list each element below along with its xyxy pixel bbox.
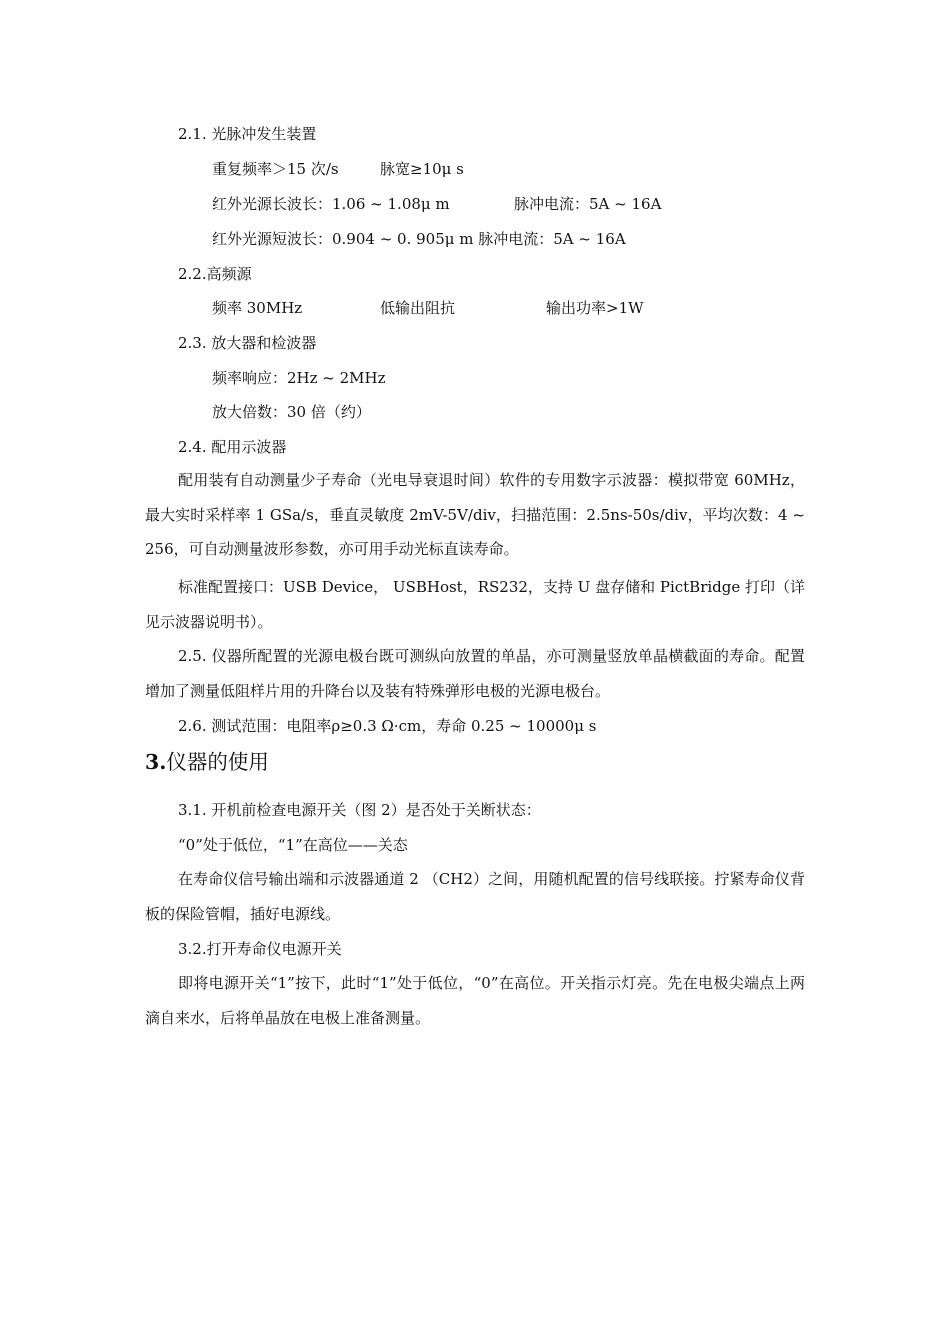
frequency-response-spec: 频率响应：2Hz ~ 2MHz (212, 369, 386, 387)
section-2-3-heading: 2.3. 放大器和检波器 (178, 334, 317, 352)
connection-instructions: 在寿命仪信号输出端和示波器通道 2 （CH2）之间，用随机配置的信号线联接。拧紧寿命仪背板的保险管帽，插好电源线。 (145, 870, 805, 923)
ir-long-current-spec: 脉冲电流：5A ~ 16A (514, 195, 662, 213)
output-power-spec: 输出功率>1W (546, 299, 644, 317)
power-on-instructions: 即将电源开关“1”按下，此时“1”处于低位，“0”在高位。开关指示灯亮。先在电极尖端点上两滴自来水，后将单晶放在电极上准备测量。 (145, 974, 805, 1027)
section-3-heading (145, 748, 269, 776)
frequency-spec: 频率 30MHz (212, 299, 303, 317)
switch-state-note: “0”处于低位，“1”在高位——关态 (178, 836, 408, 854)
ir-short-wave-spec: 红外光源短波长：0.904 ~ 0. 905μ m 脉冲电流：5A ~ 16A (212, 230, 626, 248)
interface-description: 标准配置接口：USB Device， USBHost，RS232，支持 U 盘存储和 PictBridge 打印（详见示波器说明书）。 (145, 578, 806, 631)
section-2-4-heading: 2.4. 配用示波器 (178, 438, 287, 456)
rep-rate-spec: 重复频率＞15 次/s (212, 160, 339, 178)
section-2-6-text: 2.6. 测试范围：电阻率ρ≥0.3 Ω·cm，寿命 0.25 ~ 10000μ s (178, 717, 597, 735)
section-3-1-heading: 3.1. 开机前检查电源开关（图 2）是否处于关断状态： (178, 801, 541, 819)
ir-long-wave-spec: 红外光源长波长：1.06 ~ 1.08μ m (212, 195, 450, 213)
section-2-5-paragraph: 2.5. 仪器所配置的光源电极台既可测纵向放置的单晶，亦可测量竖放单晶横截面的寿命。配置增加了测量低阻样片用的升降台以及装有特殊弹形电极的光源电极台。 (145, 647, 805, 700)
section-3-2-heading: 3.2.打开寿命仪电源开关 (178, 940, 342, 958)
section-3-title: 仪器的使用 (166, 750, 269, 774)
gain-spec: 放大倍数：30 倍（约） (212, 403, 371, 421)
oscilloscope-description: 配用装有自动测量少子寿命（光电导衰退时间）软件的专用数字示波器：模拟带宽 60MHz，最大实时采样率 1 GSa/s，垂直灵敏度 2mV-5V/div，扫描范围：2.5ns-50s/div，平均次数：4 ~ 256，可自动测量波形参数，亦可用手动光标直读寿命。 (145, 471, 805, 558)
section-3-number: 3. (145, 750, 167, 774)
section-2-1-heading: 2.1. 光脉冲发生装置 (178, 125, 317, 143)
section-2-2-heading: 2.2.高频源 (178, 265, 252, 283)
impedance-spec: 低输出阻抗 (380, 299, 456, 317)
pulse-width-spec: 脉宽≥10μ s (380, 160, 464, 178)
